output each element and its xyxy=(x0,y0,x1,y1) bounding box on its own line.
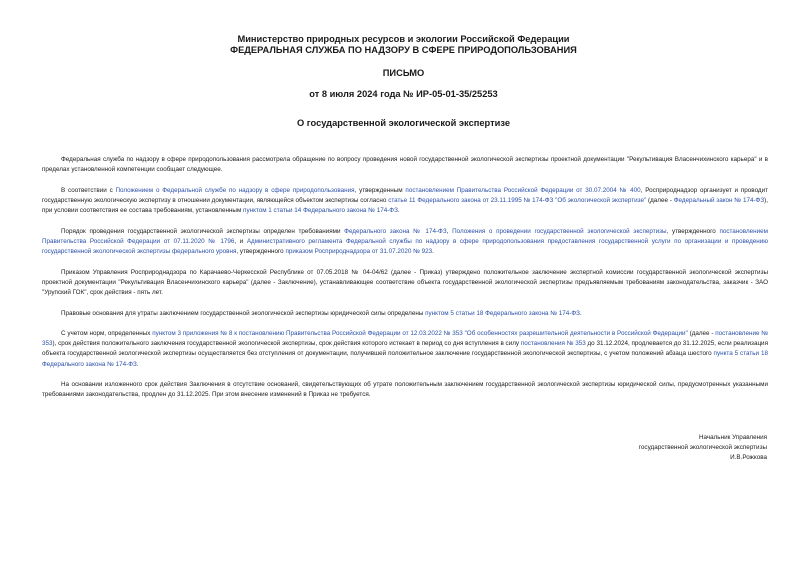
link-expertise-regulation[interactable]: Положения о проведении государственной экологической экспертизы xyxy=(452,228,667,235)
paragraph-text: В соответствии с xyxy=(61,187,116,194)
paragraph-text: , Росприроднадзор организует и проводит государственную экологическую экспертизу в отношении документации, являющейся объектом экспертизы согласно xyxy=(42,187,769,205)
paragraph-text: Правовые основания для утраты заключением государственной экологической экспертизы юридической силы определены xyxy=(61,310,426,317)
link-resolution-400[interactable]: постановлением Правительства Российской Федерации от 30.07.2004 № 400 xyxy=(405,187,641,194)
paragraph-1 xyxy=(42,155,768,175)
link-law-174[interactable]: Федерального закона № 174-ФЗ xyxy=(344,228,447,235)
paragraph-text: С учетом норм, определенных xyxy=(61,330,153,337)
signer-department: государственной экологической экспертизы xyxy=(638,444,767,452)
paragraph-4 xyxy=(42,268,768,299)
paragraph-text: , утвержденным xyxy=(354,187,406,194)
ministry-title: Министерство природных ресурсов и экологии Российской Федерации xyxy=(237,34,570,44)
paragraph-text: , утвержденного xyxy=(236,248,286,256)
paragraph-text: до 31.12.2024, продлевается до 31.12.2025, если реализация объекта государственной экологической экспертизы осуществляется без отступления от документации, получившей положительное заключение государственной экологической экспертизы, с учетом положений абзаца шестого xyxy=(42,340,768,358)
link-article-18-law-174[interactable]: пунктом 5 статьи 18 Федерального закона № 174-ФЗ xyxy=(425,310,580,317)
paragraph-text: . xyxy=(579,310,582,317)
paragraph-text: Приказом Управления Росприроднадзора по Карачаево-Черкесской Республике от 07.05.2018 № 04-04/62 (далее - Приказ) утверждено положительное заключение экспертной комиссии государственной экологической экспертизы проектной документации "Рекультивация Власенчихинского карьера" (далее - Заключение), устанавливающее соответствие объекта государственной экологической экспертизы предъявляемым требованиям законодательства, заказчик - ЗАО "Урупский ГОК", срок действия - пять лет. xyxy=(42,269,768,297)
signer-name: И.В.Рожкова xyxy=(730,454,767,462)
service-title: ФЕДЕРАЛЬНАЯ СЛУЖБА ПО НАДЗОРУ В СФЕРЕ ПРИРОДОПОЛЬЗОВАНИЯ xyxy=(230,45,577,55)
paragraph-text: , xyxy=(446,228,453,235)
paragraph-6 xyxy=(42,329,768,370)
paragraph-text: . xyxy=(432,248,434,256)
document-type: ПИСЬМО xyxy=(382,68,425,78)
paragraph-text: . xyxy=(136,360,139,368)
link-law-174[interactable]: Федеральный закон № 174-ФЗ xyxy=(673,197,765,205)
paragraph-text: Федеральная служба по надзору в сфере природопользования рассмотрела обращение по вопросу проведения новой государственной экологической экспертизы проектной документации "Рекультивация Власенчихинского карьера" и в пределах установленной компетенции сообщает следующее. xyxy=(42,156,768,174)
link-resolution-353-annex[interactable]: пунктом 3 приложения № 8 к постановлению Правительства Российской Федерации от 12.03.2022 № 353 "Об особенностях разрешительной деятельности в Российской Федерации" xyxy=(152,330,688,337)
paragraph-7 xyxy=(42,380,768,400)
paragraph-text: , и xyxy=(234,238,247,246)
link-resolution-353[interactable]: постановления № 353 xyxy=(520,340,586,348)
link-administrative-regulation[interactable]: Административного регламента Федеральной службы по надзору в сфере природопользования предоставления государственной услуги по организации и проведению государственной экологической экспертизы федерального уровня xyxy=(42,238,768,256)
signer-position: Начальник Управления xyxy=(698,434,767,441)
paragraph-2 xyxy=(42,186,768,217)
paragraph-text: На основании изложенного срок действия Заключения в отсутствие оснований, свидетельствующих об утрате положительным заключением государственной экологической экспертизы юридической силы, предусмотренных указанными требованиями законодательства, продлен до 31.12.2025. При этом внесение изменений в Приказ не требуется. xyxy=(42,381,768,399)
link-resolution-1796[interactable]: постановлением Правительства Российской Федерации от 07.11.2020 № 1796 xyxy=(42,228,768,246)
link-article-18-law-174[interactable]: пункта 5 статьи 18 Федерального закона № 174-ФЗ xyxy=(42,350,768,368)
link-regulation-service[interactable]: Положением о Федеральной службе по надзору в сфере природопользования xyxy=(115,187,355,194)
paragraph-text: (далее - xyxy=(646,197,674,205)
paragraph-text: . xyxy=(397,207,400,215)
paragraph-text: Порядок проведения государственной экологической экспертизы определен требованиями xyxy=(61,228,345,235)
link-article-11-law-174[interactable]: статье 11 Федерального закона от 23.11.1995 № 174-ФЗ "Об экологической экспертизе" xyxy=(388,197,647,205)
link-order-923[interactable]: приказом Росприроднадзора от 31.07.2020 № 923 xyxy=(285,248,433,256)
document-subject: О государственной экологической экспертизе xyxy=(296,118,511,128)
paragraph-text: (далее - xyxy=(687,330,716,337)
document-date-number: от 8 июля 2024 года № ИР-05-01-35/25253 xyxy=(309,89,498,99)
paragraph-text: ), при условии соответствия ее состава требованиям, установленным xyxy=(42,197,768,215)
paragraph-5 xyxy=(42,309,768,319)
link-resolution-353[interactable]: постановление № 353 xyxy=(42,330,769,348)
link-article-14-law-174[interactable]: пунктом 1 статьи 14 Федерального закона № 174-ФЗ xyxy=(243,207,398,215)
paragraph-text: , утвержденного xyxy=(666,228,720,235)
paragraph-text: ), срок действия положительного заключения государственной экологической экспертизы, срок действия которого истекает в период со дня вступления в силу xyxy=(52,340,521,348)
paragraph-3 xyxy=(42,227,768,258)
signature-block xyxy=(639,433,767,464)
